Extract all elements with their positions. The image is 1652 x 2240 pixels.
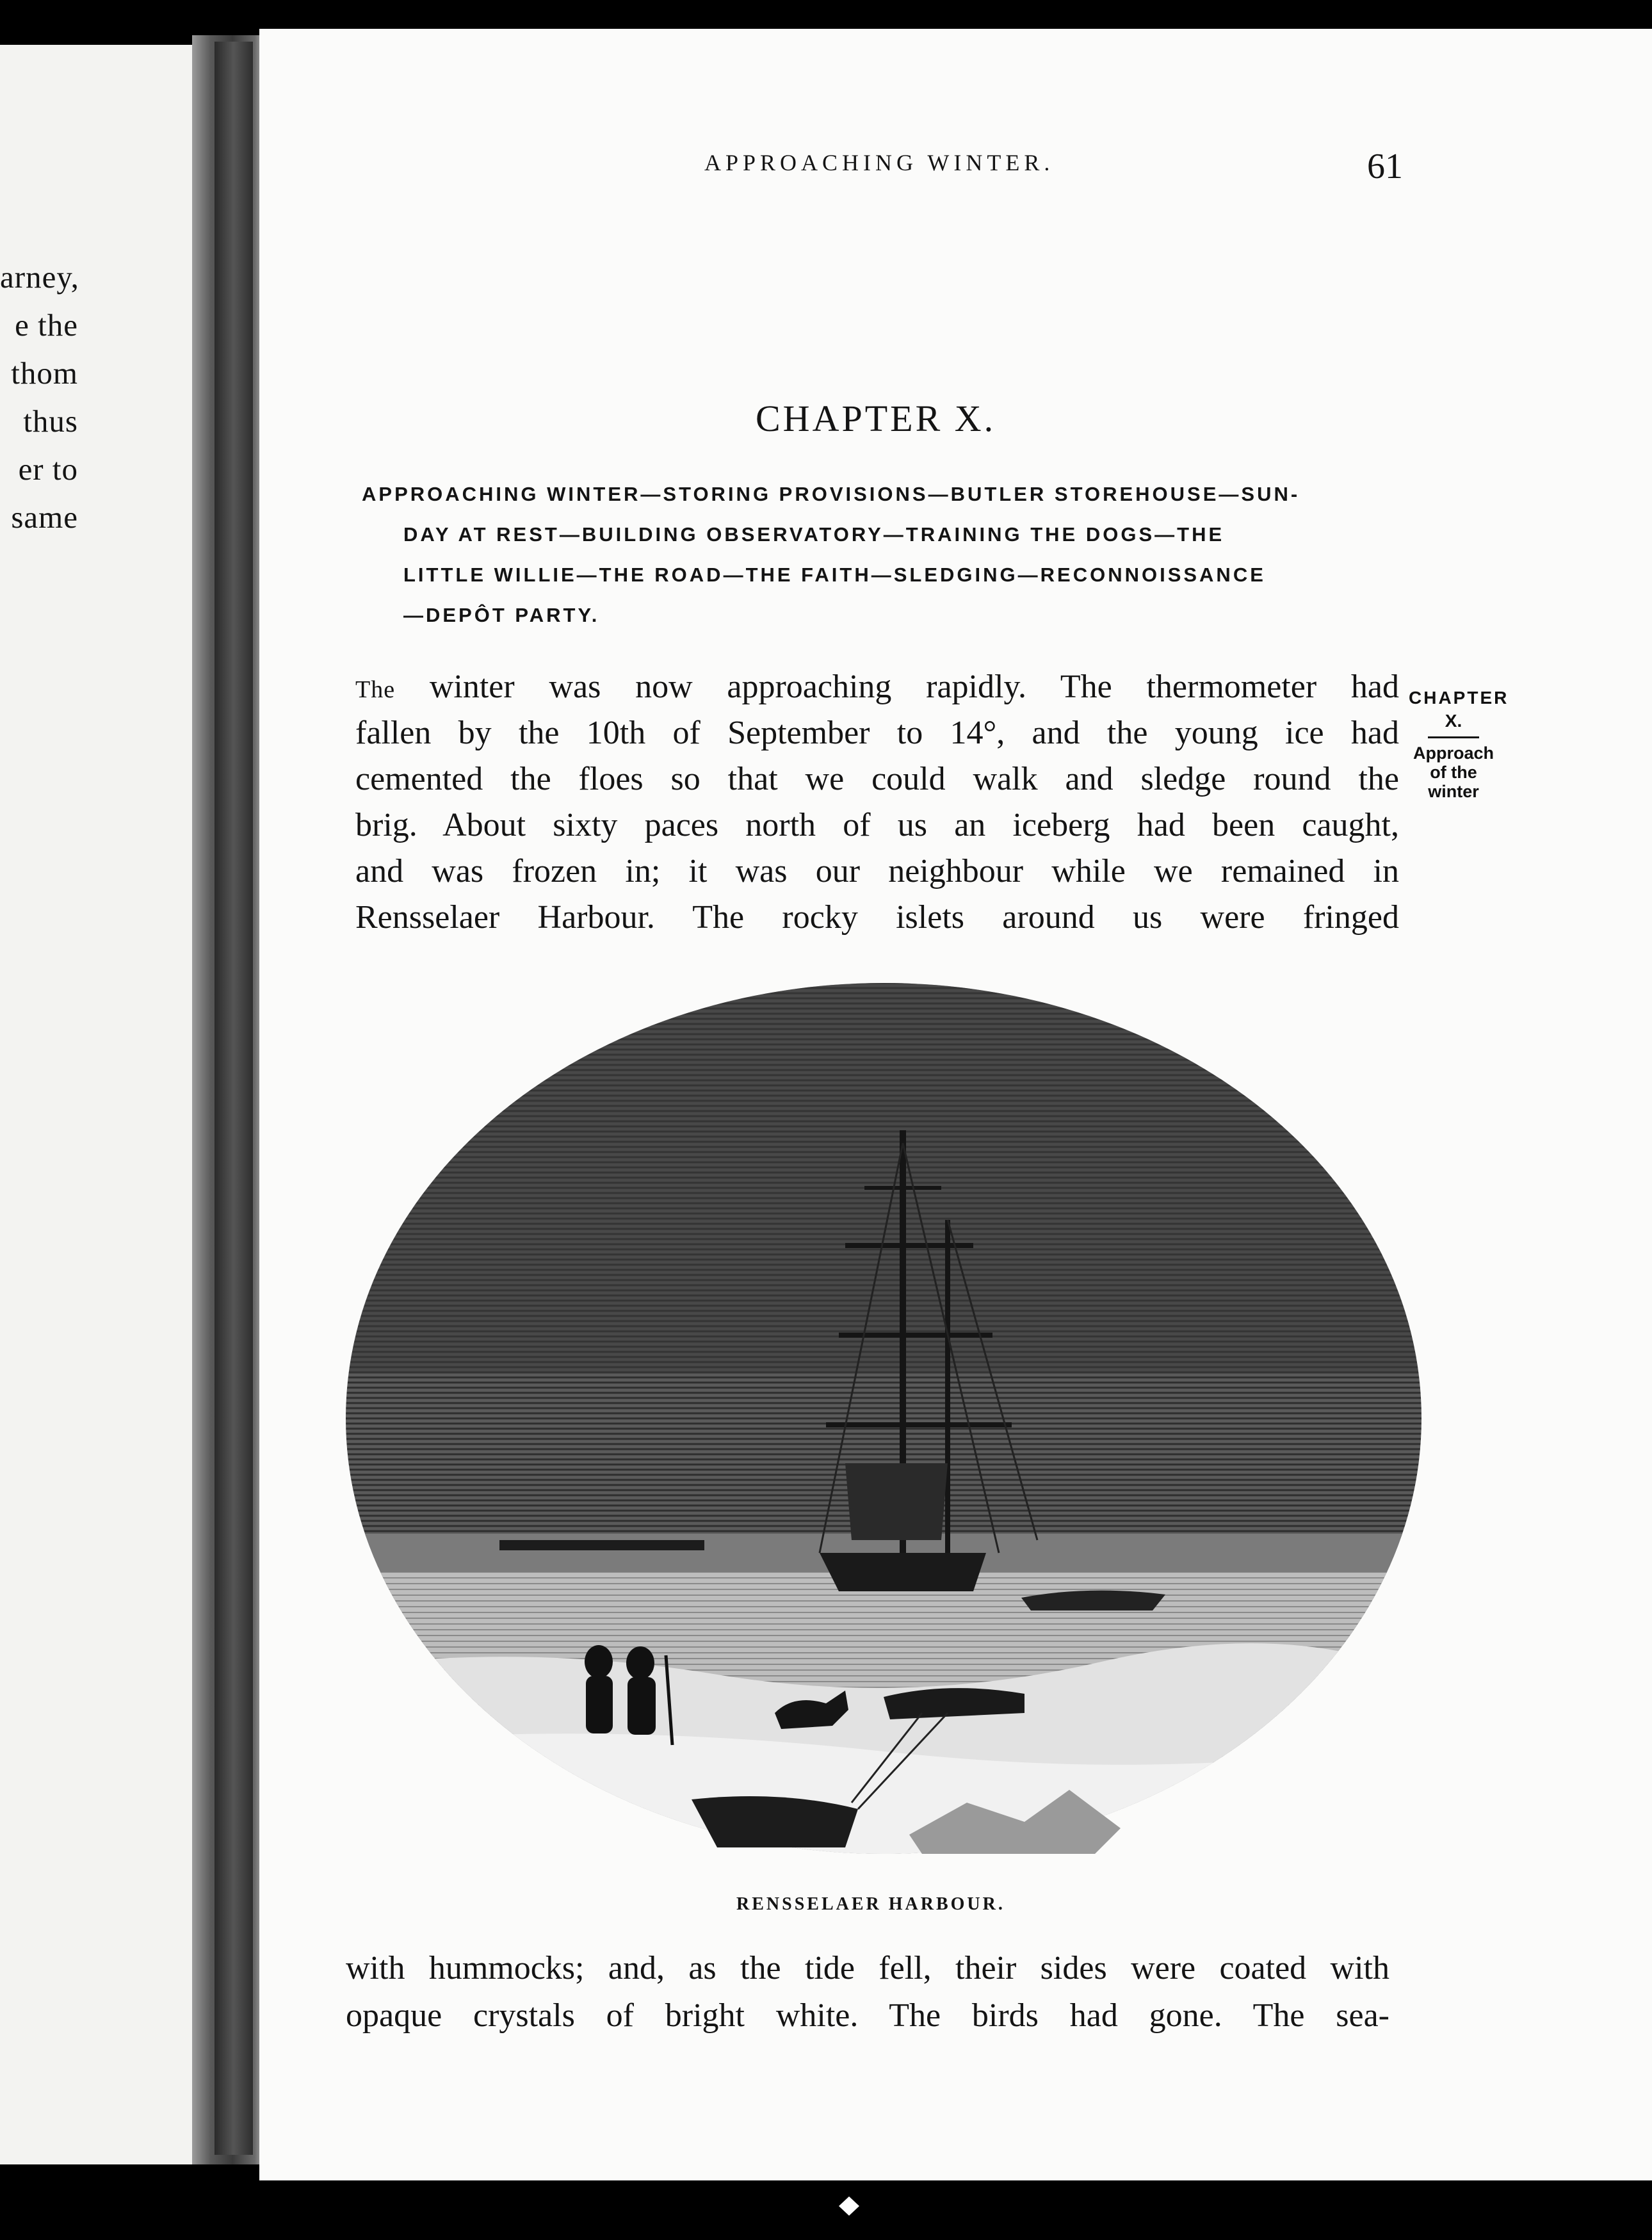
left-page: [0, 45, 192, 2164]
chapter-title: CHAPTER X.: [756, 398, 996, 439]
left-page-line: thus: [23, 403, 78, 439]
margin-sidenote-line: winter: [1428, 782, 1479, 801]
margin-sidenote-line: Approach: [1413, 743, 1494, 763]
engraving-illustration: [333, 977, 1434, 1886]
page-number: 61: [1367, 147, 1403, 186]
left-page-line: arney,: [0, 259, 79, 295]
distant-ice-shore: [499, 1540, 704, 1550]
margin-sidenote-line: of the: [1430, 763, 1477, 782]
summary-line: DAY AT REST—BUILDING OBSERVATORY—TRAINING THE DOGS—THE: [403, 523, 1225, 546]
body-line: brig. About sixty paces north of us an iceberg had been caught,: [355, 807, 1399, 843]
illustration-caption: RENSSELAER HARBOUR.: [736, 1894, 1005, 1914]
body-line: [355, 664, 1399, 710]
body-line: and was frozen in; it was our neighbour while we remained in: [355, 853, 1399, 889]
body-line: cemented the floes so that we could walk and sledge round the: [355, 761, 1399, 797]
summary-line: LITTLE WILLIE—THE ROAD—THE FAITH—SLEDGING—RECONNOISSANCE: [403, 564, 1266, 586]
chapter-summary: [362, 474, 1396, 635]
running-head: APPROACHING WINTER.: [704, 150, 1055, 175]
left-page-line: er to: [18, 451, 78, 487]
left-page-line: e the: [15, 307, 78, 343]
body-line: opaque crystals of bright white. The birds had gone. The sea-: [346, 1997, 1389, 2034]
body-line: with hummocks; and, as the tide fell, their sides were coated with: [346, 1950, 1389, 1986]
scan-registration-mark: [839, 2196, 859, 2216]
summary-line: —DEPÔT PARTY.: [403, 604, 600, 626]
body-line: fallen by the 10th of September to 14°, and the young ice had: [355, 715, 1399, 751]
left-page-text: [0, 253, 192, 541]
small-caps-word: The: [355, 676, 396, 703]
body-line-text: winter was now approaching rapidly. The thermometer had: [395, 669, 1399, 705]
body-line: Rensselaer Harbour. The rocky islets around us were fringed: [355, 899, 1399, 936]
margin-chapter-number: X.: [1445, 711, 1462, 731]
margin-rule: [1428, 736, 1479, 738]
body-paragraph: [355, 664, 1399, 941]
margin-chapter-label: CHAPTER: [1409, 688, 1509, 708]
summary-line: APPROACHING WINTER—STORING PROVISIONS—BUTLER STOREHOUSE—SUN-: [362, 483, 1300, 505]
book-gutter-shadow: [215, 42, 253, 2155]
left-page-line: same: [11, 499, 78, 535]
left-page-line: thom: [11, 355, 78, 391]
margin-note: [1409, 686, 1509, 801]
body-paragraph-continued: [346, 1945, 1389, 2040]
